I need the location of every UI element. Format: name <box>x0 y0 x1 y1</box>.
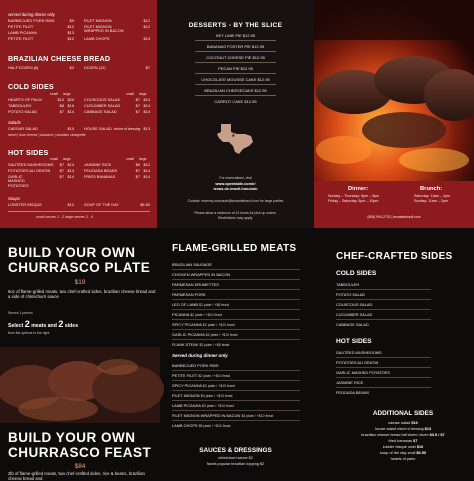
meats-heading: FLAME-GRILLED MEATS <box>172 243 297 254</box>
brunch-hours: Sunday: 11am – 2pm <box>414 199 448 203</box>
cold-side-item: COUSCOUS SALAD $7 $14 <box>84 97 150 102</box>
meat-item: FILET MIGNON $3 plate / +$10 feast <box>172 393 233 398</box>
brunch-hours: Saturday: 11am – 2pm <box>414 194 451 198</box>
additional-side-item: house salad choice of dressing $13 <box>374 426 432 431</box>
divider <box>172 299 300 300</box>
meat-photo <box>0 347 160 423</box>
hot-sides-heading: HOT SIDES <box>8 148 49 157</box>
meat-item: PETITE FILET $2 plate / +$10 feast <box>172 373 231 378</box>
divider <box>172 410 300 411</box>
dinner-hours: Sunday – Thursday: 5pm – 9pm <box>328 194 380 198</box>
dinner-item: BARBECUED PORK RIBS $9 <box>8 18 74 23</box>
size-large-label: large <box>139 92 147 96</box>
hot-side-item: POTATOES AU GRATIN $7 $14 <box>8 168 74 173</box>
divider <box>336 309 431 310</box>
size-small-label: small <box>50 92 58 96</box>
side-item: FEIJOADA BEANS <box>336 390 370 395</box>
dessert-item: KEY LIME PIE $12.95 <box>215 33 256 38</box>
additional-side-item: hearts of palm <box>390 456 416 461</box>
hot-sides-heading: HOT SIDES <box>336 338 372 345</box>
chef-crafted-sides-column <box>332 239 474 474</box>
additional-side-item: caesar salad $10 <box>388 420 418 425</box>
dessert-item: PECAN PIE $12.95 <box>218 66 253 71</box>
dessert-item: BANANAS FOSTER PIE $12.95 <box>206 44 265 49</box>
salad-item: CAESAR SALAD $10 <box>8 126 74 131</box>
cheese-bread-item: HALF DOZEN (6) $3 <box>8 65 74 70</box>
divider <box>336 387 431 388</box>
divider <box>336 299 431 300</box>
cold-side-item: CABBAGE SALAD $7 $14 <box>84 109 150 114</box>
soups-heading: Soups <box>8 196 20 201</box>
size-large-label: large <box>63 92 71 96</box>
size-large-label: large <box>139 157 147 161</box>
divider <box>8 211 150 212</box>
meat-item: BRAZILIAN SAUSAGE <box>172 262 212 267</box>
plate-price: $19 <box>74 279 86 286</box>
dessert-item: COCONUT CHEESE PIE $12.95 <box>206 55 265 60</box>
divider <box>172 269 300 270</box>
additional-side-item: brazilian cheese bread half dozen / dozen $3.5 / $7 <box>361 432 445 437</box>
divider <box>195 73 276 74</box>
serves-note: Serves 1 person <box>8 311 33 315</box>
side-item: POTATO SALAD <box>336 292 366 297</box>
dessert-item: BRAZILIAN CHEESECAKE $12.95 <box>204 88 267 93</box>
divider <box>336 357 431 358</box>
meat-item: PICANHA $2 plate / +$10 feast <box>172 312 223 317</box>
dinner-item: LAMB PICANHA $13 <box>8 30 74 35</box>
divider <box>336 367 431 368</box>
cheese-bread-item: DOZEN (12) $7 <box>84 65 150 70</box>
divider <box>172 319 300 320</box>
side-item: TABBOULEH <box>336 282 360 287</box>
served-dinner-only-note: served during dinner only <box>8 12 56 17</box>
divider <box>172 370 300 371</box>
hot-side-item: FEIJOADA BEANS $7 $14 <box>84 168 150 173</box>
meat-item: SPICY PICANHA $2 plate / +$10 feast <box>172 383 235 388</box>
dinner-item: FILET MIGNON WRAPPED IN BACON $12 <box>84 24 150 34</box>
reservation-website[interactable]: www.opentable.com/r/ <box>215 182 256 186</box>
plate-title: BUILD YOUR OWN <box>8 245 136 260</box>
cold-side-item: HEARTS OF PALM $10 $20 <box>8 97 74 102</box>
cold-sides-heading: COLD SIDES <box>8 82 54 91</box>
size-small-label: small <box>126 92 134 96</box>
menu-panel-desserts <box>157 0 314 228</box>
divider <box>195 84 276 85</box>
side-item: CUCUMBER SALAD <box>336 312 373 317</box>
grill-photo <box>314 0 474 181</box>
divider <box>172 279 300 280</box>
feast-description: 2lb of flame-grilled meats, two chef-crafted sides, rice & beans, brazilian cheese bread and <box>8 471 145 481</box>
divider <box>172 309 300 310</box>
side-item: POTATOES AU GRATIN <box>336 360 379 365</box>
additional-side-item: fried bananas $7 <box>388 438 418 443</box>
divider <box>336 289 431 290</box>
hot-side-item: FRIED BANANAS $7 $14 <box>84 174 150 179</box>
meat-item: BARBECUED PORK RIBS <box>172 363 219 368</box>
divider <box>336 319 431 320</box>
size-small-label: small <box>50 157 58 161</box>
meat-item: LAMB PICANHA $3 plate / +$10 feast <box>172 403 234 408</box>
salad-item: HOUSE SALAD choice of dressing $13 <box>84 126 150 131</box>
dinner-only-subheading: Served during dinner only <box>172 353 228 358</box>
feast-title: BUILD YOUR OWN <box>8 430 136 445</box>
menu-panel-sides-red <box>0 0 157 228</box>
texas-map-icon <box>215 122 255 156</box>
hours-band <box>314 181 474 228</box>
feast-price: $84 <box>74 463 86 470</box>
meat-item: SPICY PICANHA $2 plate / +$10 feast <box>172 322 235 327</box>
build-your-own-column <box>0 231 160 481</box>
phone-and-website: (808) 994-2702 | texasdebrazil.com <box>367 215 421 219</box>
divider <box>172 380 300 381</box>
divider <box>172 339 300 340</box>
plate-description: 8oz of flame-grilled meats, two chef-crafted sides, brazilian cheese bread and a side of chimichurri sauce <box>8 289 156 300</box>
plate-title: CHURRASCO PLATE <box>8 260 151 275</box>
side-item: JASMINE RICE <box>336 380 364 385</box>
feast-title: CHURRASCO FEAST <box>8 445 152 460</box>
selection-note: from the options to the right <box>8 331 50 335</box>
soup-item: LOBSTER BISQUE $10 <box>8 202 74 207</box>
cold-side-item: CUCUMBER SALAD $7 $14 <box>84 103 150 108</box>
divider <box>195 51 276 52</box>
sauces-heading: SAUCES & DRESSINGS <box>199 447 272 454</box>
reservations-label: For reservations, visit <box>219 176 252 180</box>
meat-item: LEG OF LAMB $2 plate / +$8 feast <box>172 302 229 307</box>
side-item: COUSCOUS SALAD <box>336 302 373 307</box>
divider <box>195 95 276 96</box>
meat-item: FILET MIGNON WRAPPED IN BACON $3 plate / +$10 feast <box>172 413 274 418</box>
hot-side-item: GARLIC MASHED POTATOES $7 $14 <box>8 174 74 188</box>
meat-item: PARMESAN DRUMETTES <box>172 282 219 287</box>
soup-sizes-note: small serves 1 - 2 large serves 3 - 4 <box>36 215 93 219</box>
dinner-item: LAMB CHOPS $13 <box>84 36 150 41</box>
hot-side-item: SAUTÉED MUSHROOMS $7 $14 <box>8 162 74 167</box>
meat-item: FLANK STEAK $2 plate / +$8 feast <box>172 342 230 347</box>
dinner-item: PETITE FILET $12 <box>8 24 74 29</box>
desserts-heading: DESSERTS - BY THE SLICE <box>188 22 283 29</box>
cold-side-item: POTATO SALAD $7 $14 <box>8 109 74 114</box>
flame-grilled-meats-column <box>165 239 306 474</box>
hot-side-item: JASMINE RICE $6 $12 <box>84 162 150 167</box>
side-item: SAUTÉED MUSHROOMS <box>336 350 382 355</box>
additional-sides-heading: ADDITIONAL SIDES <box>372 410 434 417</box>
divider <box>172 289 300 290</box>
size-small-label: small <box>126 157 134 161</box>
dinner-item: PETITE FILET $12 <box>8 36 74 41</box>
restrictions-notice: Restrictions may apply. <box>218 216 253 220</box>
sides-heading: CHEF-CRAFTED SIDES <box>336 251 453 262</box>
dessert-item: CARROT CAKE $12.95 <box>214 99 257 104</box>
divider <box>195 62 276 63</box>
divider <box>172 420 300 421</box>
cold-sides-heading: COLD SIDES <box>336 270 377 277</box>
menu-panel-photo-hours <box>314 0 474 228</box>
meat-item: PARMESAN PORK <box>172 292 206 297</box>
cheese-bread-heading: BRAZILIAN CHEESE BREAD <box>8 54 111 63</box>
cold-side-item: TABBOULEH $8 $16 <box>8 103 74 108</box>
side-item: GARLIC MASHED POTATOES <box>336 370 390 375</box>
dessert-item: CHOCOLATE MOUSSE CAKE $12.95 <box>201 77 270 82</box>
divider <box>336 377 431 378</box>
salads-heading: Salads <box>8 120 21 125</box>
additional-side-item: lobster bisque small $10 <box>382 444 424 449</box>
sauce-item: farofa popular brazilian topping $2 <box>206 462 265 466</box>
meat-item: GARLIC PICANHA $2 plate / +$10 feast <box>172 332 238 337</box>
reservation-website[interactable]: texas-de-brazil-honolulu <box>213 187 258 191</box>
dinner-item: FILET MIGNON $12 <box>84 18 150 23</box>
divider <box>195 40 276 41</box>
additional-side-item: soup of the day small $6.50 <box>379 450 427 455</box>
size-large-label: large <box>63 157 71 161</box>
side-item: CABBAGE SALAD <box>336 322 369 327</box>
large-party-contact: Contact: mammy.cournade@texasdebrazil.com for large parties <box>187 199 284 203</box>
brunch-label: Brunch: <box>420 186 443 192</box>
divider <box>172 390 300 391</box>
meat-item: LAMB CHOPS $8 plate / +$10 feast <box>172 423 231 428</box>
dressing-options-note: ranch | blue cheese | balsamic | brazilian vinaigrette <box>8 133 86 137</box>
pickup-notice: Please allow a minimum of 24 hours for pick up orders. <box>194 211 277 215</box>
divider <box>172 329 300 330</box>
dinner-hours: Friday – Saturday: 5pm – 10pm <box>328 199 379 203</box>
divider <box>172 400 300 401</box>
menu-panel-build-your-own <box>0 231 474 481</box>
selection-rule: Select 2 meats and 2 sides <box>8 319 79 329</box>
dinner-label: Dinner: <box>348 186 369 192</box>
soup-item: SOUP OF THE DAY $6.50 <box>84 202 150 207</box>
meat-item: CHICKEN WRAPPED IN BACON <box>172 272 231 277</box>
sauce-item: chimichurri sauce $2 <box>218 456 253 460</box>
